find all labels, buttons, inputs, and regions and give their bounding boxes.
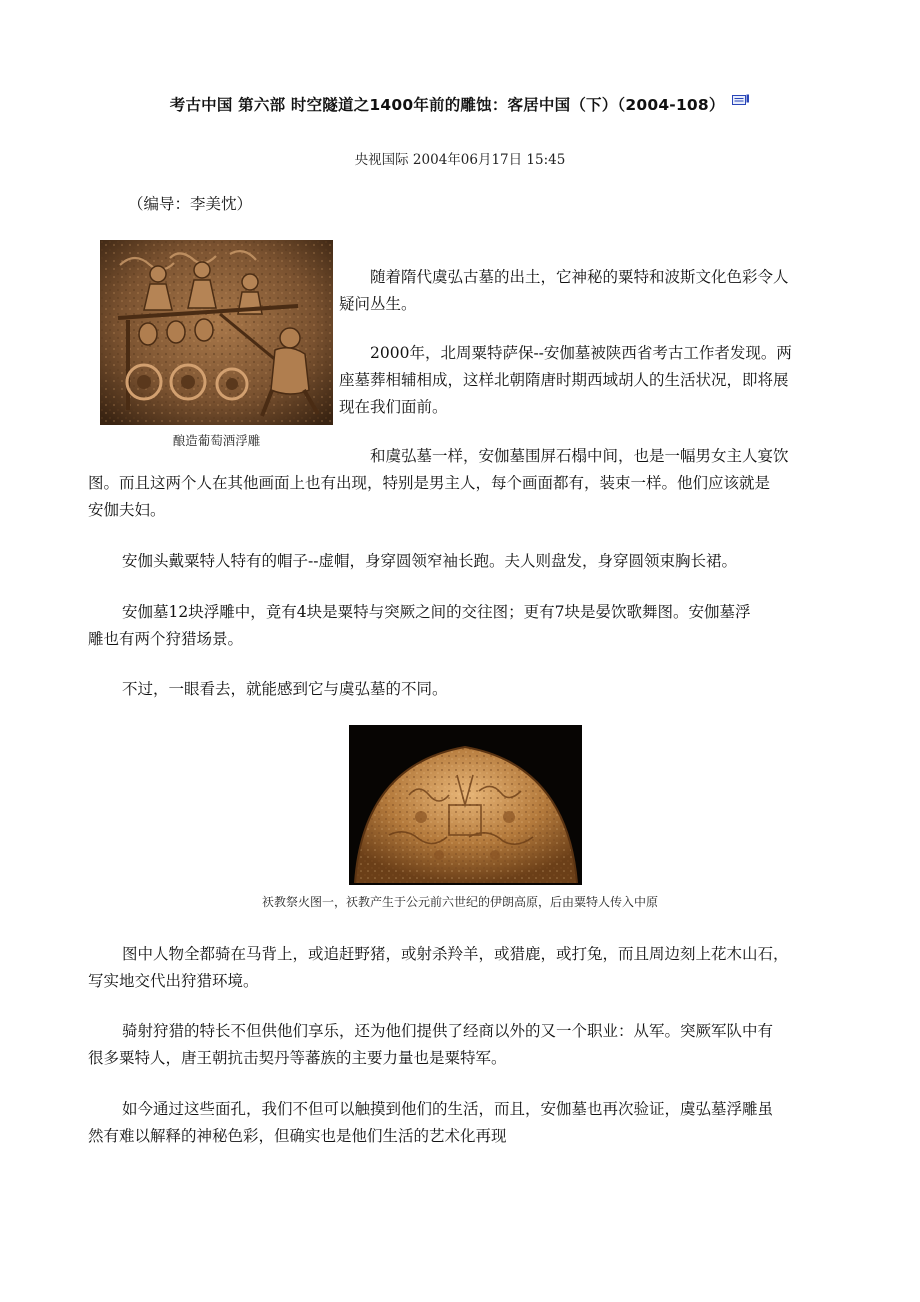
paragraph <box>88 1018 878 1072</box>
paragraph <box>122 548 862 575</box>
fire-altar-relief-image <box>349 725 582 885</box>
article-title-row <box>0 93 920 115</box>
text-line: 如今通过这些面孔，我们不但可以触摸到他们的生活，而且，安伽墓也再次验证，虞弘墓浮雕虽 <box>122 1100 774 1118</box>
text-line: 疑问丛生。 <box>339 295 417 313</box>
text-line: 座墓葬相辅相成，这样北朝隋唐时期西域胡人的生活状况，即将展 <box>339 371 789 389</box>
text-line: 不过，一眼看去，就能感到它与虞弘墓的不同。 <box>122 680 448 698</box>
paragraph <box>339 340 840 421</box>
text-line: 安伽头戴粟特人特有的帽子--虚帽，身穿圆领窄袖长跑。夫人则盘发，身穿圆领束胸长裙。 <box>122 552 737 570</box>
text-line: 骑射狩猎的特长不但供他们享乐，还为他们提供了经商以外的又一个职业：从军。突厥军队中有 <box>122 1022 774 1040</box>
paragraph <box>88 941 878 995</box>
text-line: 图中人物全都骑在马背上，或追赶野猪，或射杀羚羊，或猎鹿，或打兔，而且周边刻上花木山石， <box>122 945 789 963</box>
text-line: 现在我们面前。 <box>339 398 448 416</box>
paragraph <box>370 443 840 470</box>
figure-caption: 酿造葡萄酒浮雕 <box>172 433 261 448</box>
text-line: 随着隋代虞弘古墓的出土，它神秘的粟特和波斯文化色彩令人 <box>370 268 789 286</box>
article-title: 考古中国 第六部 时空隧道之1400年前的雕蚀：客居中国（下）（2004-108） <box>169 96 725 114</box>
wine-making-relief-image <box>100 240 333 425</box>
text-line: 和虞弘墓一样，安伽墓围屏石榻中间，也是一幅男女主人宴饮 <box>370 447 789 465</box>
paragraph <box>122 676 862 703</box>
figure-caption: 祆教祭火图一，祆教产生于公元前六世纪的伊朗高原，后由粟特人传入中原 <box>261 895 658 909</box>
paragraph <box>88 1096 878 1150</box>
text-line: 然有难以解释的神秘色彩，但确实也是他们生活的艺术化再现 <box>88 1127 507 1145</box>
source-date-line: 央视国际 2004年06月17日 15:45 <box>354 152 566 168</box>
text-line: 很多粟特人，唐王朝抗击契丹等蕃族的主要力量也是粟特军。 <box>88 1049 507 1067</box>
mail-icon[interactable] <box>732 94 750 106</box>
paragraph <box>88 599 868 653</box>
text-line: 雕也有两个狩猎场景。 <box>88 630 244 648</box>
director-credit: （编导：李美忱） <box>128 195 253 213</box>
text-line: 写实地交代出狩猎环境。 <box>88 972 259 990</box>
text-line: 安伽墓12块浮雕中，竟有4块是粟特与突厥之间的交往图；更有7块是晏饮歌舞图。安伽墓浮 <box>122 603 751 621</box>
paragraph <box>339 264 840 318</box>
paragraph-continued <box>88 470 848 524</box>
text-line: 2000年，北周粟特萨保--安伽墓被陕西省考古工作者发现。两 <box>370 344 792 362</box>
text-line: 安伽夫妇。 <box>88 501 166 519</box>
text-line: 图。而且这两个人在其他画面上也有出现，特别是男主人，每个画面都有，装束一样。他们应该就是 <box>88 474 771 492</box>
